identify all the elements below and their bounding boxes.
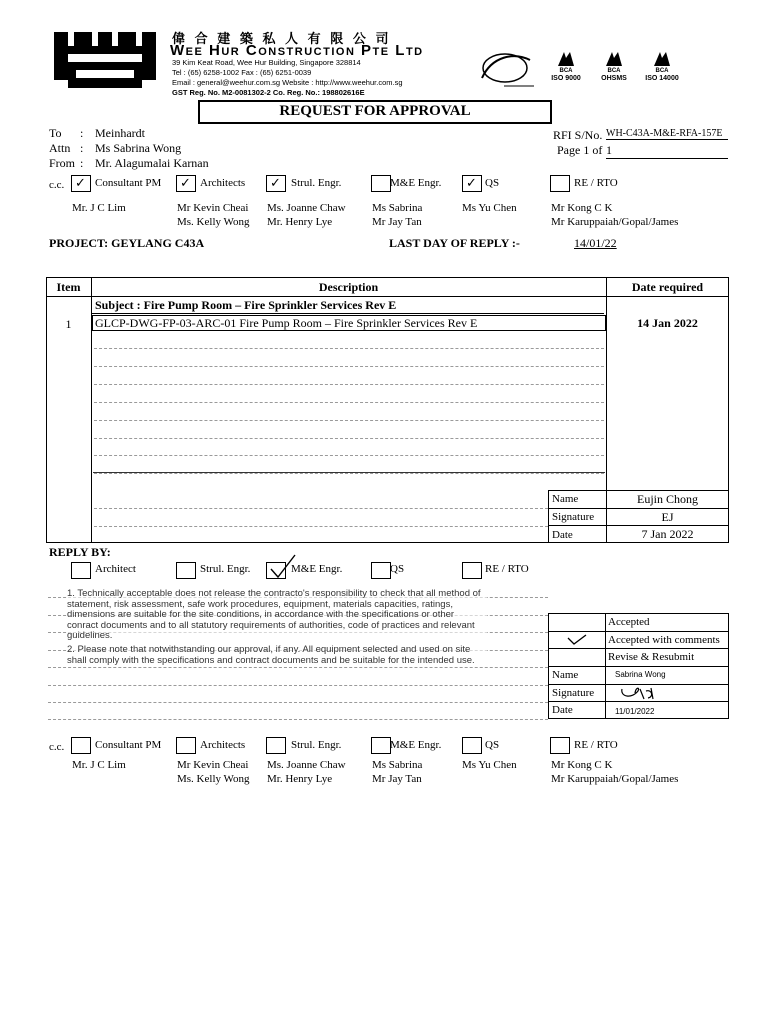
- cc-label: c.c.: [49, 179, 65, 191]
- requester-signature: EJ: [661, 510, 674, 524]
- cc-name: Mr. Henry Lye: [267, 773, 333, 785]
- document-title: REQUEST FOR APPROVAL: [198, 100, 552, 124]
- cc-re-rto-label: RE / RTO: [574, 177, 618, 189]
- reply-note-2: 2. Please note that notwithstanding our approval, if any. All equipment selected and used on site shall comply with the specifications and contract documents and be suitable for the intended use.: [67, 645, 487, 666]
- cc-qs-checkbox[interactable]: [462, 737, 482, 754]
- handwritten-check-icon: [566, 632, 588, 646]
- column-header-description: Description: [318, 280, 379, 294]
- cc-name: Mr Jay Tan: [372, 216, 422, 228]
- cc-name: Ms. Joanne Chaw: [267, 759, 346, 771]
- rfi-label: RFI S/No.: [553, 128, 603, 142]
- cc-re-rto-checkbox[interactable]: [550, 175, 570, 192]
- reply-qs-label: QS: [390, 563, 405, 575]
- approver-date: 11/01/2022: [615, 707, 655, 716]
- reply-strul-engr-checkbox[interactable]: [176, 562, 196, 579]
- reply-qs-checkbox[interactable]: [371, 562, 391, 579]
- cc-strul-engr-checkbox[interactable]: [266, 737, 286, 754]
- cert-top: BCA: [655, 68, 669, 74]
- approver-name: Sabrina Wong: [615, 670, 666, 679]
- checkmark-icon: ✓: [466, 175, 477, 190]
- cc-name: Mr Karuppaiah/Gopal/James: [551, 773, 679, 785]
- cc-me-engr-checkbox[interactable]: [371, 175, 391, 192]
- cc-consultant-pm-label: Consultant PM: [95, 739, 162, 751]
- status-accepted-with-comments[interactable]: Accepted with comments: [608, 634, 720, 646]
- item-number: 1: [65, 317, 72, 331]
- reply-strul-engr-label: Strul. Engr.: [200, 563, 251, 575]
- column-header-date-required: Date required: [631, 280, 704, 294]
- cc-consultant-pm-checkbox[interactable]: [71, 175, 91, 192]
- cc-name: Ms Yu Chen: [462, 759, 517, 771]
- reply-re-rto-label: RE / RTO: [485, 563, 529, 575]
- cc-architects-label: Architects: [200, 177, 246, 189]
- bca-icon: [604, 50, 624, 68]
- cc-name: Ms Yu Chen: [462, 202, 517, 214]
- status-revise-resubmit[interactable]: Revise & Resubmit: [608, 651, 695, 663]
- approver-date-label: Date: [552, 704, 573, 716]
- cc-name: Mr. J C Lim: [72, 202, 126, 214]
- cc-name: Mr Jay Tan: [372, 773, 422, 785]
- cc-name: Ms. Kelly Wong: [177, 773, 250, 785]
- reply-by-label: REPLY BY:: [49, 545, 111, 559]
- requester-date-label: Date: [552, 529, 573, 541]
- attn-label: Attn: [49, 141, 71, 155]
- cc-name: Mr Kong C K: [551, 202, 613, 214]
- cc-architects-checkbox[interactable]: [176, 737, 196, 754]
- company-email-web: Email : general@weehur.com.sg Website : http://www.weehur.com.sg: [172, 78, 403, 87]
- reply-me-engr-checkbox[interactable]: [266, 562, 286, 579]
- to-label: To: [49, 126, 62, 140]
- cc-qs-label: QS: [485, 177, 500, 189]
- reply-note-1: 1. Technically acceptable does not release the contracto's responsibility to check that all method of statement, risk assessment, safe work procedures, equipment, materials capacities, ratings, dimensions are suitable for the site conditions, in accordance with the specifications or other conract documents and to all statutory requirements of authorities, code of practices and relevant guidelines.: [67, 589, 487, 642]
- approver-name-label: Name: [552, 669, 579, 681]
- cc-name: Ms Sabrina: [372, 202, 423, 214]
- attn-value: Ms Sabrina Wong: [95, 141, 182, 155]
- quality-mark-icon: [474, 48, 536, 88]
- requester-date: 7 Jan 2022: [641, 527, 694, 541]
- cc-consultant-pm-label: Consultant PM: [95, 177, 162, 189]
- cc-me-engr-checkbox[interactable]: [371, 737, 391, 754]
- cc-strul-engr-label: Strul. Engr.: [291, 177, 342, 189]
- date-required-value: 14 Jan 2022: [637, 316, 698, 330]
- rfi-number: WH-C43A-M&E-RFA-157E: [606, 128, 728, 140]
- cc-name: Mr Karuppaiah/Gopal/James: [551, 216, 679, 228]
- cc-name: Mr Kevin Cheai: [177, 759, 249, 771]
- cc-label: c.c.: [49, 741, 65, 753]
- company-name: Wee Hur Construction Pte Ltd: [170, 42, 424, 59]
- checkmark-icon: ✓: [75, 175, 86, 190]
- rfa-page: 偉 合 建 築 私 人 有 限 公 司 Wee Hur Construction Pte Ltd 39 Kim Keat Road, Wee Hur Building, Singapore 328814 Tel : (65) 6258-1002 Fax : (65) 6251-0039 Email : general@weehur.com.sg Website : http://www.weehur.com.sg GST Reg. No. M2-0081302-2 Co. Reg. No.: 198802616E BCA ISO 9000 BCA OHSMS BCA ISO 14000 REQUEST FOR APPROVAL To : Meinhardt Attn : Ms Sabrina Wong From : Mr. Alagumalai Karnan RFI S/No. WH-C43A-M&E-RFA-157E Page 1 of 1 c.c. ✓ Consultant PM ✓ Architects ✓ Strul. Engr. M&E Engr. ✓ QS RE / RTO Mr. J C Lim Mr Kevin Cheai Ms. Kelly Wong Ms. Joanne Chaw Mr. Henry Lye Ms Sabrina Mr Jay Tan Ms Yu Chen Mr Kong C K Mr Karuppaiah/Gopal/James PROJECT: GEYLANG C43A LAST DAY OF REPLY :- 14/01/22 Item Description Date required Subject : Fire Pump Room – Fire Sprinkler Services Rev E 1 GLCP-DWG-FP-03-ARC-01 Fire Pump Room – Fire Sprinkler Services Rev E 14 Jan 2022 Name Eujin Chong Signature EJ Date 7 Jan 2022 REPLY BY: Architect Strul. Engr. M&E Engr. QS RE / RTO 1. Technically acceptable does not release the contracto's responsibility to check that all method of statement, risk assessment, safe work procedures, equipment, materials capacities, ratings, dimensions are suitable for the site conditions, in accordance with the specifications or other conract documents and to all statutory requirements of authorities, code of practices and relevant guidelines. 2. Please note that notwithstanding our approval, if any. All equipment selected and used on site shall comply with the specifications and contract documents and be suitable for the intended use. Accepted Accepted with comments Revise & Resubmit Name Sabrina Wong Signature Date 11/01/2022 c.c. Consultant PM Architects Strul. Engr. M&E Engr. QS RE / RTO Mr. J C Lim Mr Kevin Cheai Ms. Kelly Wong Ms. Joanne Chaw Mr. Henry Lye Ms Sabrina Mr Jay Tan Ms Yu Chen Mr Kong C K Mr Karuppaiah/Gopal/James: [0, 0, 768, 1024]
- reply-architect-checkbox[interactable]: [71, 562, 91, 579]
- to-value: Meinhardt: [95, 126, 145, 140]
- cc-name: Mr. Henry Lye: [267, 216, 333, 228]
- cc-strul-engr-label: Strul. Engr.: [291, 739, 342, 751]
- requester-signature-label: Signature: [552, 511, 595, 523]
- bca-icon: [652, 50, 672, 68]
- approver-signature-label: Signature: [552, 687, 595, 699]
- requester-name-label: Name: [552, 493, 579, 505]
- cc-strul-engr-checkbox[interactable]: [266, 175, 286, 192]
- cc-qs-label: QS: [485, 739, 500, 751]
- cc-name: Mr Kong C K: [551, 759, 613, 771]
- description-line: GLCP-DWG-FP-03-ARC-01 Fire Pump Room – Fire Sprinkler Services Rev E: [92, 315, 606, 331]
- cc-consultant-pm-checkbox[interactable]: [71, 737, 91, 754]
- cert-bottom: ISO 14000: [645, 75, 679, 82]
- bca-icon: [556, 50, 576, 68]
- cc-name: Ms. Joanne Chaw: [267, 202, 346, 214]
- last-day-of-reply-label: LAST DAY OF REPLY :-: [389, 236, 520, 250]
- from-value: Mr. Alagumalai Karnan: [95, 156, 209, 170]
- approver-signature-image: [618, 685, 658, 701]
- checkmark-icon: ✓: [270, 175, 281, 190]
- cc-name: Mr. J C Lim: [72, 759, 126, 771]
- cc-architects-label: Architects: [200, 739, 246, 751]
- status-accepted[interactable]: Accepted: [608, 616, 650, 628]
- company-tel-fax: Tel : (65) 6258-1002 Fax : (65) 6251-0039: [172, 68, 312, 77]
- subject-line: Subject : Fire Pump Room – Fire Sprinkler Services Rev E: [92, 297, 604, 314]
- project-label: PROJECT: GEYLANG C43A: [49, 236, 205, 250]
- cert-bottom: OHSMS: [601, 75, 627, 82]
- cert-top: BCA: [559, 68, 573, 74]
- checkmark-icon: ✓: [180, 175, 191, 190]
- reply-architect-label: Architect: [95, 563, 136, 575]
- cc-name: Mr Kevin Cheai: [177, 202, 249, 214]
- cc-me-engr-label: M&E Engr.: [390, 177, 442, 189]
- company-address: 39 Kim Keat Road, Wee Hur Building, Singapore 328814: [172, 58, 361, 67]
- company-chinese-name: 偉 合 建 築 私 人 有 限 公 司: [172, 31, 392, 46]
- column-header-item: Item: [56, 280, 81, 294]
- cc-architects-checkbox[interactable]: [176, 175, 196, 192]
- cert-bottom: ISO 9000: [551, 75, 581, 82]
- cert-top: BCA: [607, 68, 621, 74]
- reply-re-rto-checkbox[interactable]: [462, 562, 482, 579]
- company-reg: GST Reg. No. M2-0081302-2 Co. Reg. No.: 198802616E: [172, 88, 365, 97]
- from-label: From: [49, 156, 76, 170]
- cc-re-rto-checkbox[interactable]: [550, 737, 570, 754]
- cc-name: Ms. Kelly Wong: [177, 216, 250, 228]
- requester-name: Eujin Chong: [636, 492, 698, 506]
- last-day-of-reply-date: 14/01/22: [574, 236, 617, 250]
- page-total: 1: [606, 143, 728, 159]
- reply-me-engr-label: M&E Engr.: [291, 563, 343, 575]
- page-label: Page 1 of: [557, 143, 603, 157]
- cc-qs-checkbox[interactable]: [462, 175, 482, 192]
- cc-name: Ms Sabrina: [372, 759, 423, 771]
- company-logo: [54, 32, 156, 88]
- cc-me-engr-label: M&E Engr.: [390, 739, 442, 751]
- cc-re-rto-label: RE / RTO: [574, 739, 618, 751]
